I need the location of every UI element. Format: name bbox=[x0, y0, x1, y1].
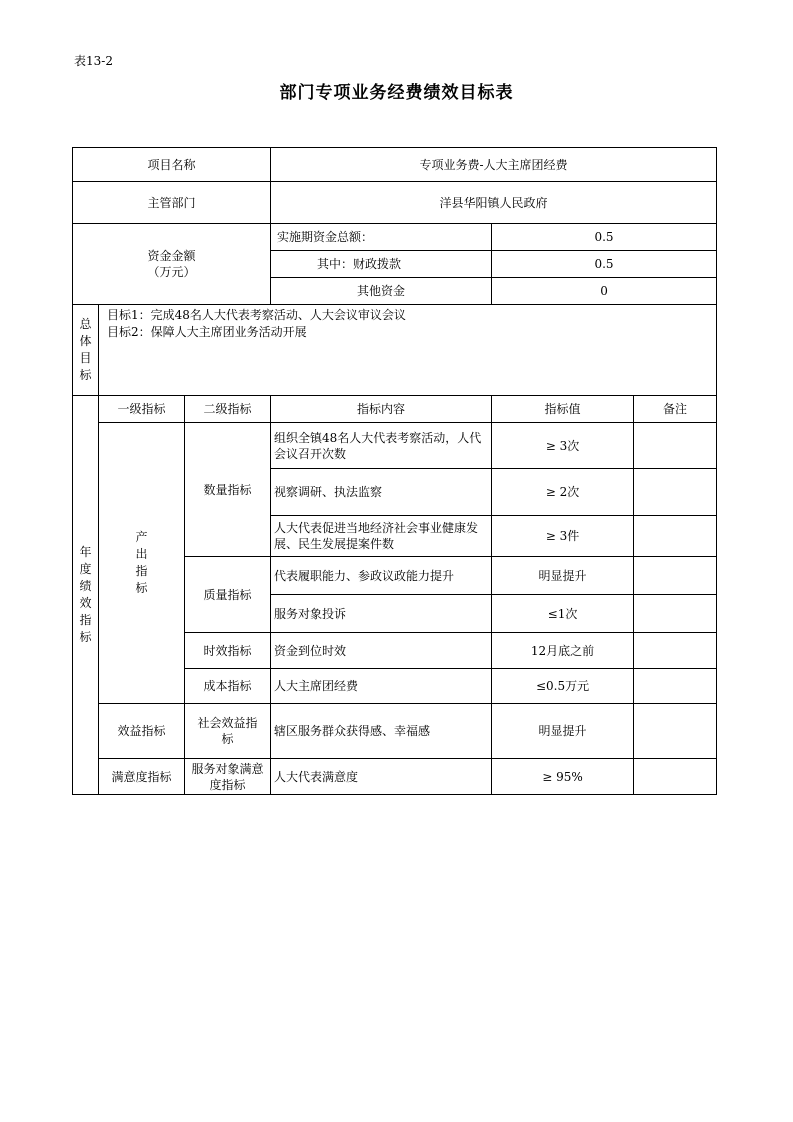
indicator-value: 明显提升 bbox=[492, 704, 634, 759]
indicator-remark bbox=[634, 516, 717, 557]
indicator-value: ≥ 95% bbox=[492, 759, 634, 795]
funds-fiscal-value: 0.5 bbox=[492, 251, 717, 278]
benefit-indicator-label: 效益指标 bbox=[99, 704, 185, 759]
indicator-row bbox=[73, 759, 717, 795]
social-benefit-indicator-label: 社会效益指标 bbox=[185, 704, 271, 759]
indicator-content: 资金到位时效 bbox=[271, 633, 492, 669]
header-level2: 二级指标 bbox=[185, 396, 271, 423]
overall-goal-2: 目标2：保障人大主席团业务活动开展 bbox=[107, 325, 307, 339]
indicator-remark bbox=[634, 423, 717, 469]
indicator-value: ≤0.5万元 bbox=[492, 669, 634, 704]
indicator-remark bbox=[634, 704, 717, 759]
header-remark: 备注 bbox=[634, 396, 717, 423]
department-row bbox=[73, 182, 717, 224]
header-level1: 一级指标 bbox=[99, 396, 185, 423]
indicator-value: ≥ 3次 bbox=[492, 423, 634, 469]
indicator-row bbox=[73, 423, 717, 469]
overall-goals-row bbox=[73, 305, 717, 396]
funds-fiscal-label: 其中：财政拨款 bbox=[271, 251, 492, 278]
funds-total-row bbox=[73, 224, 717, 251]
funds-label: 资金金额 bbox=[147, 249, 196, 263]
indicator-value: ≥ 3件 bbox=[492, 516, 634, 557]
satisfaction-indicator-label: 满意度指标 bbox=[99, 759, 185, 795]
funds-total-value: 0.5 bbox=[492, 224, 717, 251]
project-name-value: 专项业务费-人大主席团经费 bbox=[271, 148, 717, 182]
indicator-row bbox=[73, 704, 717, 759]
header-content: 指标内容 bbox=[271, 396, 492, 423]
document-title: 部门专项业务经费绩效目标表 bbox=[279, 83, 514, 103]
overall-goals-label: 总体目标 bbox=[79, 317, 92, 382]
quality-indicator-label: 质量指标 bbox=[185, 557, 271, 633]
output-indicator-label: 产出指标 bbox=[135, 530, 148, 595]
project-name-label: 项目名称 bbox=[73, 148, 271, 182]
funds-other-value: 0 bbox=[492, 278, 717, 305]
indicator-remark bbox=[634, 633, 717, 669]
service-satisfaction-indicator-label: 服务对象满意度指标 bbox=[185, 759, 271, 795]
annual-indicators-label-cell bbox=[73, 396, 99, 795]
funds-unit: （万元） bbox=[147, 265, 196, 279]
indicator-value: 12月底之前 bbox=[492, 633, 634, 669]
output-indicator-cell bbox=[99, 423, 185, 704]
department-label: 主管部门 bbox=[73, 182, 271, 224]
indicator-remark bbox=[634, 669, 717, 704]
indicator-content: 代表履职能力、参政议政能力提升 bbox=[271, 557, 492, 595]
indicator-content: 人大主席团经费 bbox=[271, 669, 492, 704]
indicator-content: 人大代表促进当地经济社会事业健康发展、民生发展提案件数 bbox=[271, 516, 492, 557]
indicator-remark bbox=[634, 595, 717, 633]
department-value: 洋县华阳镇人民政府 bbox=[271, 182, 717, 224]
funds-other-label: 其他资金 bbox=[271, 278, 492, 305]
quantity-indicator-label: 数量指标 bbox=[185, 423, 271, 557]
funds-label-cell bbox=[73, 224, 271, 305]
cost-indicator-label: 成本指标 bbox=[185, 669, 271, 704]
indicator-value: 明显提升 bbox=[492, 557, 634, 595]
header-value: 指标值 bbox=[492, 396, 634, 423]
indicator-remark bbox=[634, 469, 717, 516]
indicator-content: 视察调研、执法监察 bbox=[271, 469, 492, 516]
indicator-content: 服务对象投诉 bbox=[271, 595, 492, 633]
performance-table bbox=[72, 147, 717, 795]
annual-indicators-label: 年度绩效指标 bbox=[79, 545, 92, 644]
funds-total-label: 实施期资金总额： bbox=[271, 224, 492, 251]
project-name-row bbox=[73, 148, 717, 182]
indicator-content: 辖区服务群众获得感、幸福感 bbox=[271, 704, 492, 759]
indicator-header-row bbox=[73, 396, 717, 423]
indicator-value: ≥ 2次 bbox=[492, 469, 634, 516]
overall-goals-label-cell bbox=[73, 305, 99, 396]
indicator-remark bbox=[634, 557, 717, 595]
overall-goals-text bbox=[99, 305, 717, 396]
timeliness-indicator-label: 时效指标 bbox=[185, 633, 271, 669]
overall-goal-1: 目标1：完成48名人大代表考察活动、人大会议审议会议 bbox=[107, 308, 406, 322]
indicator-content: 人大代表满意度 bbox=[271, 759, 492, 795]
indicator-content: 组织全镇48名人大代表考察活动，人代会议召开次数 bbox=[271, 423, 492, 469]
indicator-remark bbox=[634, 759, 717, 795]
table-code: 表13-2 bbox=[74, 54, 113, 68]
indicator-value: ≤1次 bbox=[492, 595, 634, 633]
